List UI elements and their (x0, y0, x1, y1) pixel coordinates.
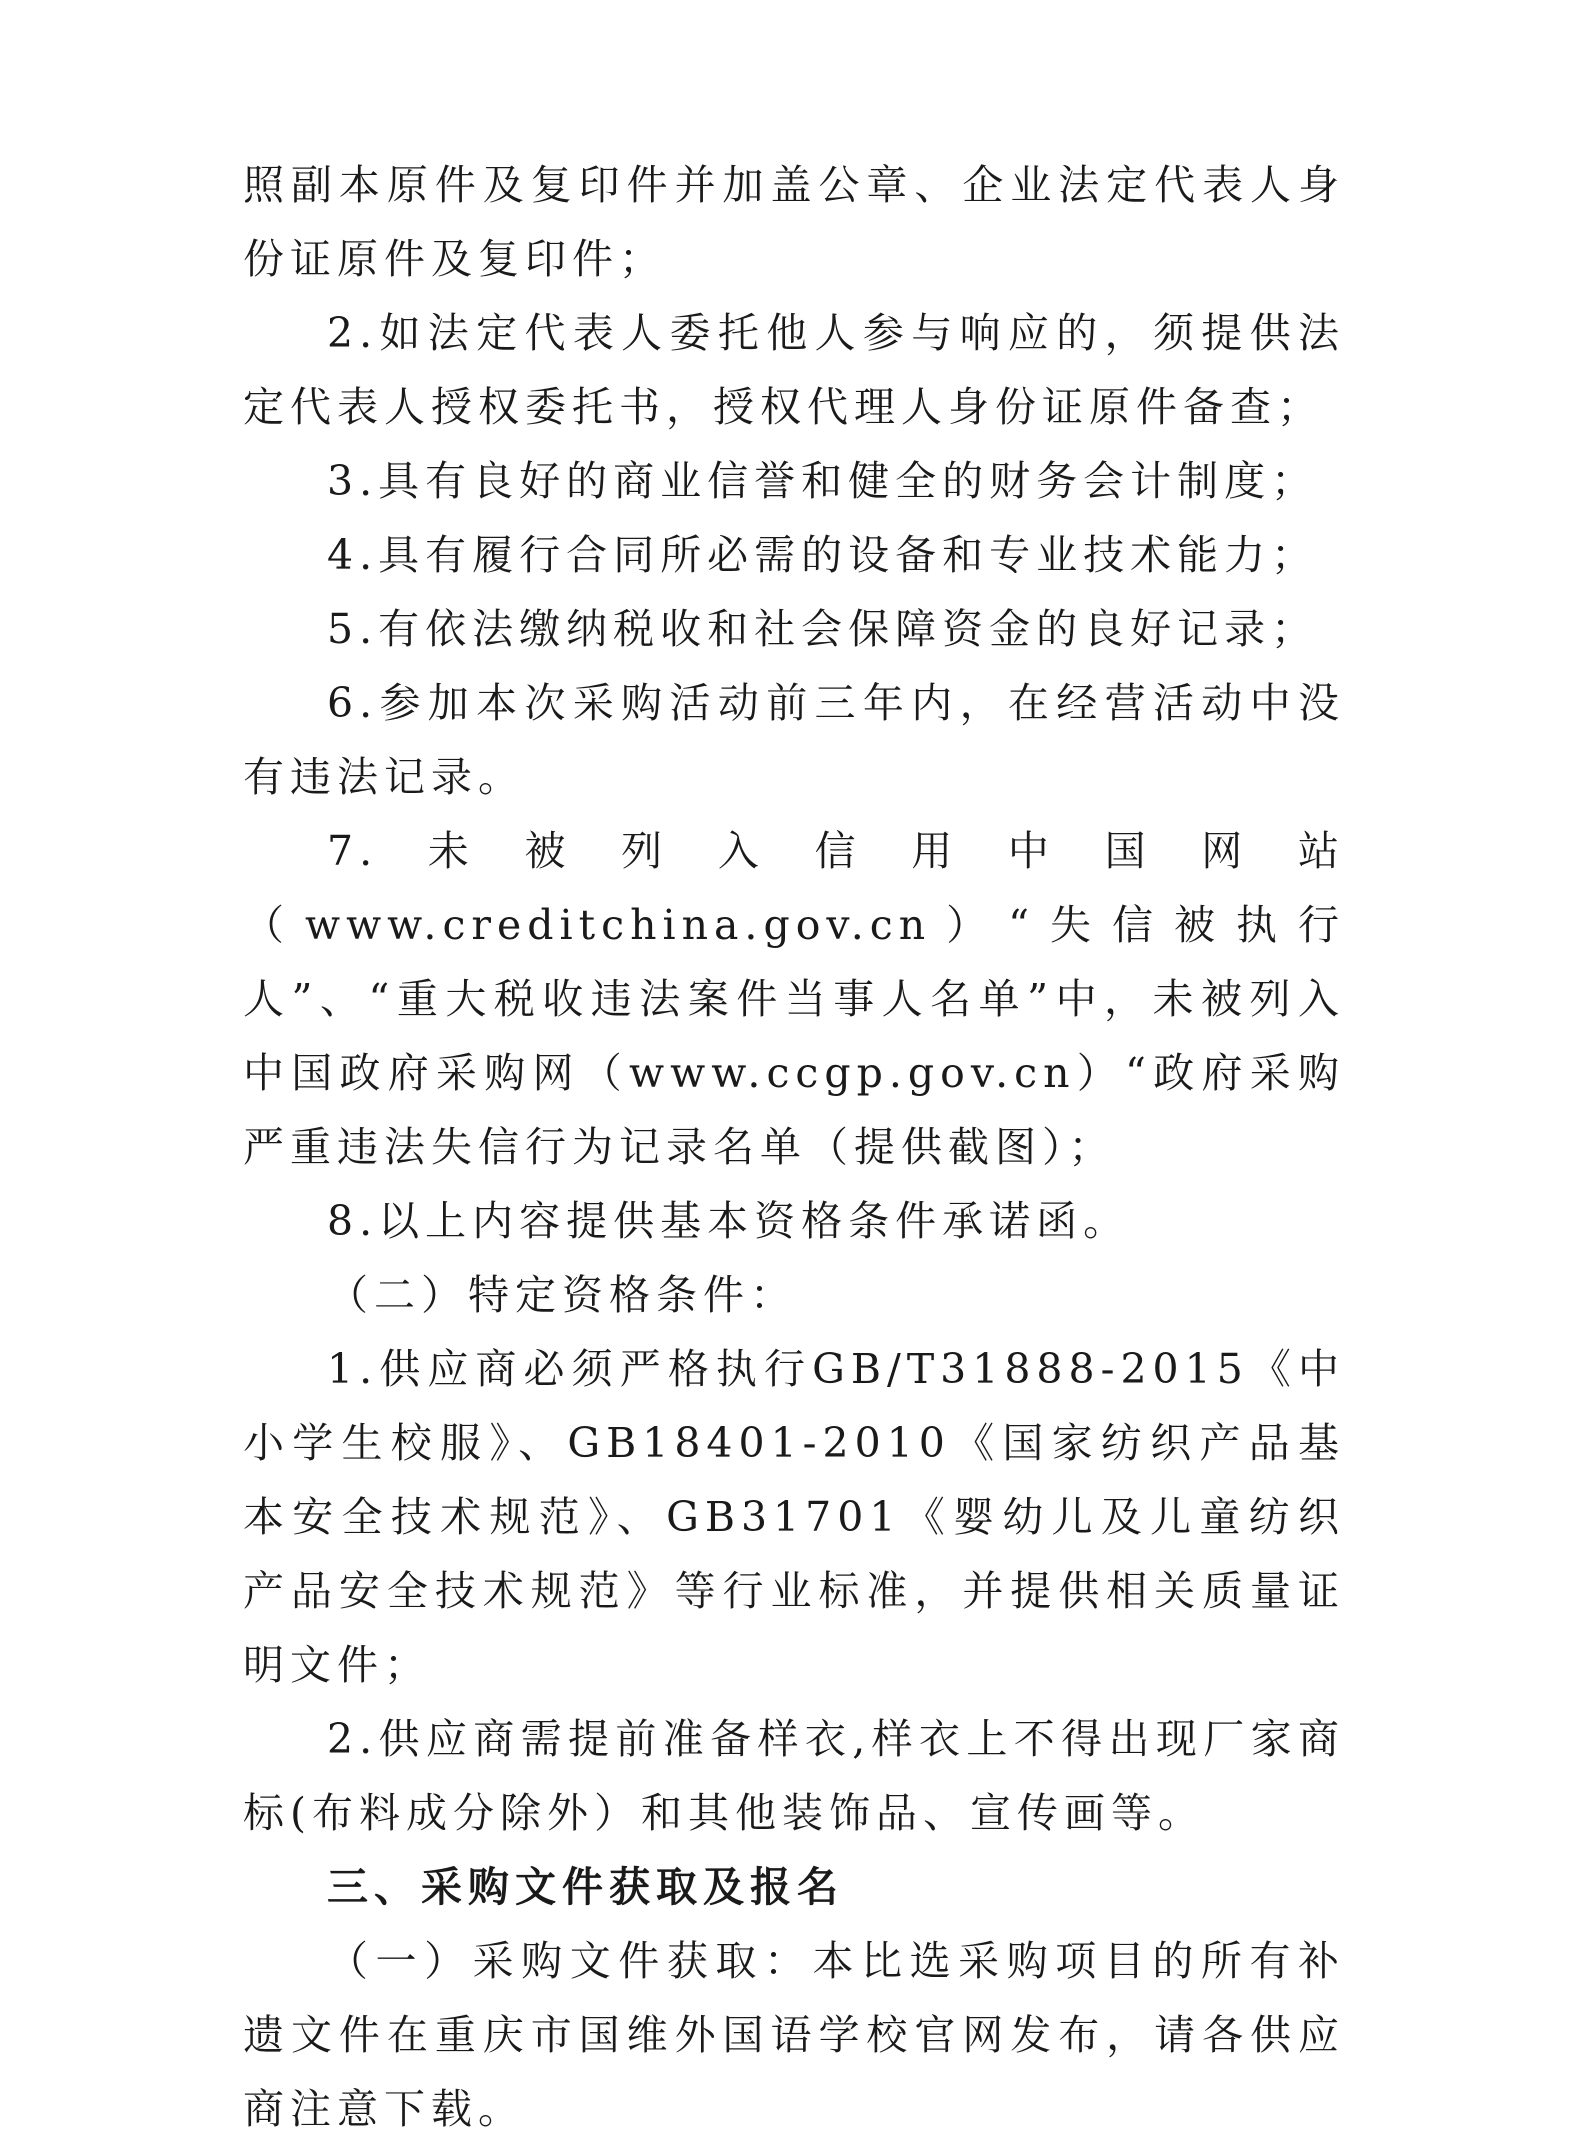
subsection-title-specific-qualifications: （二）特定资格条件： (327, 1271, 797, 1319)
section-heading-3: 三、采购文件获取及报名 (327, 1863, 844, 1911)
paragraph-document-acquisition: （一）采购文件获取：本比选采购项目的所有补遗文件在重庆市国维外国语学校官网发布，请各供应商注意下载。 (243, 1937, 1345, 2133)
paragraph-item-6: 6.参加本次采购活动前三年内，在经营活动中没有违法记录。 (243, 679, 1345, 801)
paragraph-item-2: 2.如法定代表人委托他人参与响应的，须提供法定代表人授权委托书，授权代理人身份证原件备查； (243, 309, 1345, 431)
paragraph-specific-item-2: 2.供应商需提前准备样衣,样衣上不得出现厂家商标(布料成分除外）和其他装饰品、宣传画等。 (243, 1715, 1345, 1837)
paragraph-item-8: 8.以上内容提供基本资格条件承诺函。 (327, 1197, 1131, 1245)
paragraph-item-5: 5.有依法缴纳税收和社会保障资金的良好记录； (327, 605, 1319, 653)
paragraph-item-4: 4.具有履行合同所必需的设备和专业技术能力； (327, 531, 1319, 579)
paragraph-item-7: 7.未被列入信用中国网站（www.creditchina.gov.cn）“失信被执行人”、“重大税收违法案件当事人名单”中，未被列入中国政府采购网（www.ccgp.gov.cn）“政府采购严重违法失信行为记录名单（提供截图）； (243, 827, 1345, 1171)
document-body (243, 148, 1345, 2146)
paragraph-specific-item-1: 1.供应商必须严格执行GB/T31888-2015《中小学生校服》、GB18401-2010《国家纺织产品基本安全技术规范》、GB31701《婴幼儿及儿童纺织产品安全技术规范》等行业标准，并提供相关质量证明文件； (243, 1345, 1345, 1689)
paragraph-item-3: 3.具有良好的商业信誉和健全的财务会计制度； (327, 457, 1319, 505)
paragraph-continuation: 照副本原件及复印件并加盖公章、企业法定代表人身份证原件及复印件； (243, 161, 1345, 283)
